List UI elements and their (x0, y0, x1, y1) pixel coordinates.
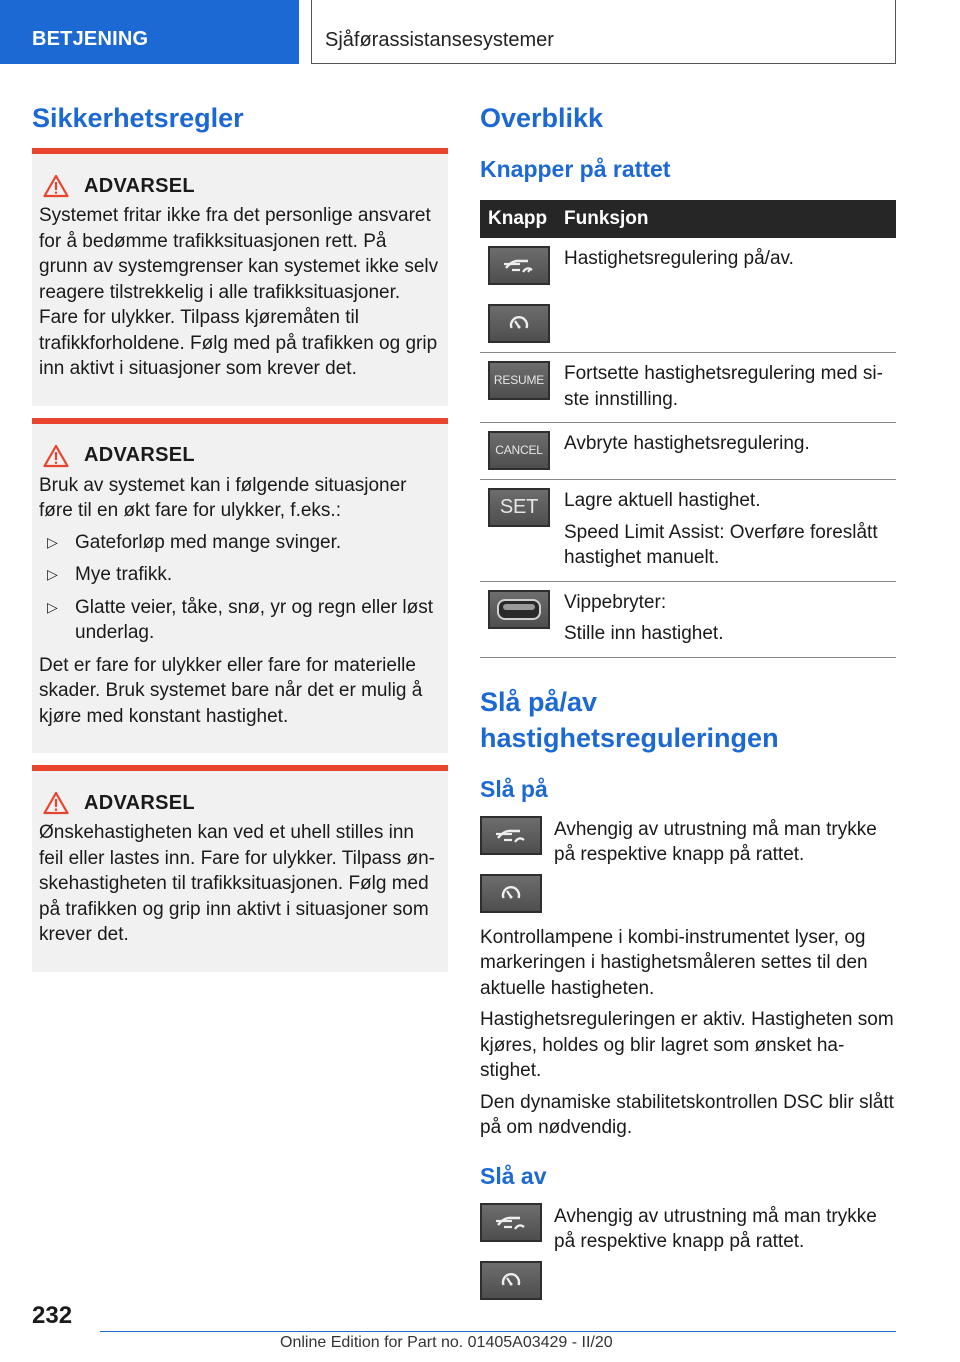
warning-box-3 (32, 765, 448, 972)
warning-title: ADVARSEL (84, 444, 195, 466)
function-text: Speed Limit Assist: Overføre foreslått hastighet manuelt. (564, 521, 878, 568)
table-row (480, 423, 896, 480)
warning-box-1 (32, 148, 448, 406)
safety-title: Sikkerhetsregler (32, 103, 244, 133)
section-tab (0, 0, 299, 64)
function-text: Hastighetsregulering på/av. (564, 248, 794, 269)
warning-intro: Bruk av systemet kan i følgende situasjoner føre til en økt fare for ulykker, f.eks.: (39, 474, 407, 521)
warning-title: ADVARSEL (84, 791, 195, 814)
instruction-text: Avhengig av utrustning må man trykke på respektive knapp på rattet. (554, 1205, 877, 1252)
limiter-button-icon (480, 874, 542, 913)
table-row (480, 480, 896, 582)
bullet-triangle-icon: ▷ (47, 566, 58, 582)
switch-off-instruction (480, 1203, 896, 1300)
warning-triangle-icon (43, 444, 69, 468)
overview-title: Overblikk (480, 103, 604, 133)
switch-on-title: Slå på (480, 775, 548, 802)
chapter-header (311, 0, 896, 64)
table-row (480, 581, 896, 657)
left-column (32, 100, 448, 972)
resume-button-icon: RESUME (488, 361, 550, 400)
chapter-label: Sjåførassistansesystemer (325, 29, 554, 51)
cruise-control-button-icon (480, 1203, 542, 1242)
body-paragraph: Hastighetsreguleringen er aktiv. Hastigheten som kjøres, holdes og blir lagret som ønsket hastighet. (480, 1009, 894, 1081)
list-item: ▷ Glatte veier, tåke, snø, yr og regn eller løst underlag. (47, 596, 433, 643)
col-header-button: Knapp (480, 200, 564, 238)
bullet-triangle-icon: ▷ (47, 598, 58, 615)
limiter-button-icon (488, 304, 550, 343)
page-number: 232 (32, 1302, 73, 1329)
warning-text: Ønskehastigheten kan ved et uhell stilles inn feil eller lastes inn. Fare for ulykker. Tilpass ønskehastigheten til trafikksituasjonen. Følg med på trafikken og grip inn aktivt i situasjoner som krever det. (39, 822, 435, 945)
warning-title: ADVARSEL (84, 174, 195, 197)
on-off-section-title: Slå på/av hastighetsreguleringen (480, 686, 779, 753)
switch-off-title: Slå av (480, 1162, 547, 1189)
instruction-text: Avhengig av utrustning må man trykke på respektive knapp på rattet. (554, 818, 877, 865)
function-text: Stille inn hastighet. (564, 623, 724, 644)
list-item: ▷ Gateforløp med mange svinger. (47, 531, 342, 553)
table-row (480, 238, 896, 353)
rocker-switch-icon (488, 590, 550, 629)
warning-outro: Det er fare for ulykker eller fare for materielle skader. Bruk systemet bare når det er mulig å kjøre med konstant hastighet. (39, 654, 423, 727)
table-row (480, 353, 896, 423)
function-text: Lagre aktuell hastighet. (564, 490, 761, 511)
switch-on-instruction (480, 816, 896, 913)
function-text: Fortsette hastighetsregulering med siste innstilling. (564, 363, 883, 410)
bullet-triangle-icon: ▷ (47, 533, 58, 550)
edition-text: Online Edition for Part no. 01405A03429 - II/20 (280, 1334, 613, 1351)
buttons-table (480, 200, 896, 658)
col-header-function: Funksjon (564, 200, 896, 238)
section-label: BETJENING (32, 28, 149, 50)
function-text: Vippebryter: (564, 591, 667, 613)
warning-triangle-icon (43, 174, 69, 198)
cruise-control-button-icon (480, 816, 542, 855)
warning-triangle-icon (43, 791, 69, 815)
right-column (480, 100, 896, 1300)
body-paragraph: Kontrollampene i kombi-instrumentet lyser, og markeringen i hastighetsmåleren settes til den aktuelle hastigheten. (480, 926, 868, 999)
cruise-control-button-icon (488, 246, 550, 285)
limiter-button-icon (480, 1261, 542, 1300)
steering-buttons-subtitle: Knapper på rattet (480, 156, 671, 182)
cancel-button-icon: CANCEL (488, 431, 550, 470)
set-button-icon: SET (488, 488, 550, 527)
warning-bullet-list (39, 530, 440, 646)
warning-text: Systemet fritar ikke fra det personlige ansvaret for å bedømme trafikksituasjonen rett. På grunn av systemgrenser kan systemet ikke selv reagere tilstrekkelig i alle trafikksituasjoner. Fare for ulykker. Tilpass kjøremåten til trafikkforholdene. Følg med på trafikken og grip inn aktivt i situasjoner som krever det. (39, 205, 439, 379)
body-paragraph: Den dynamiske stabilitetskontrollen DSC blir slått på om nødvendig. (480, 1091, 894, 1138)
footer-divider (100, 1331, 896, 1332)
list-item: ▷ Mye trafikk. (47, 564, 173, 585)
warning-box-2 (32, 418, 448, 754)
function-text: Avbryte hastighetsregulering. (564, 433, 810, 454)
